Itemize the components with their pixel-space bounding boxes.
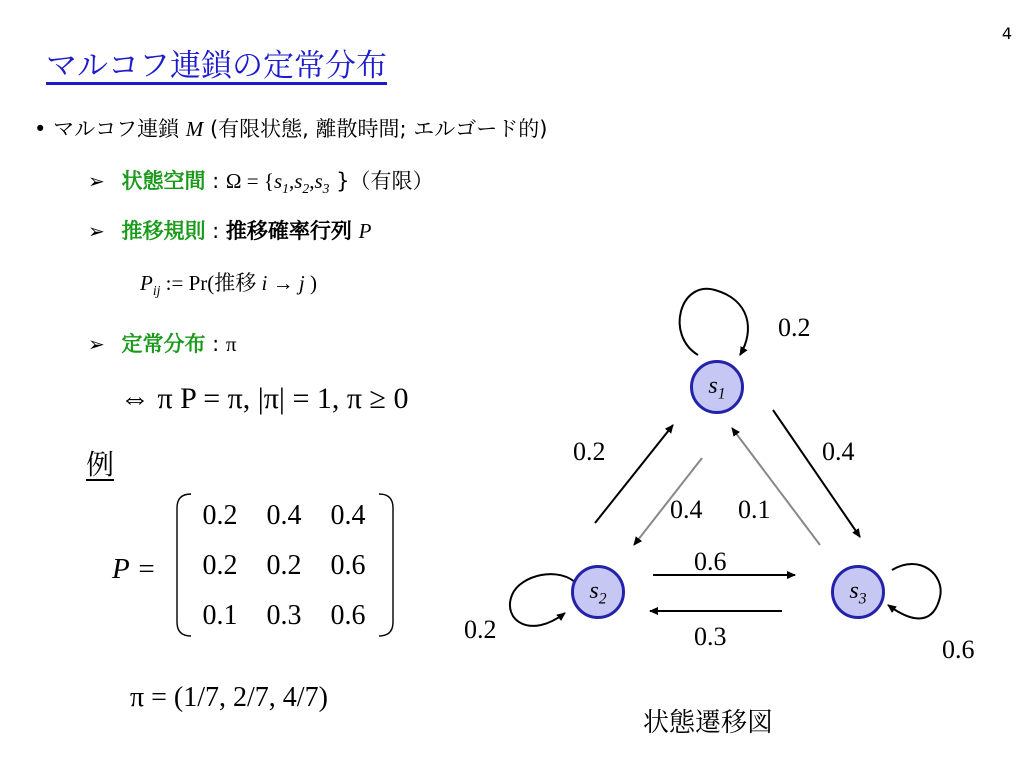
label-s2-to-s1: 0.2 xyxy=(573,437,606,466)
transition-matrix-text: 推移確率行列 xyxy=(225,219,352,243)
bullet-marker: • xyxy=(34,117,47,141)
edge-s2-self xyxy=(510,574,578,626)
label-s1-to-s3: 0.4 xyxy=(822,437,855,466)
sep: : xyxy=(212,219,220,243)
matrix-cell: 0.2 xyxy=(202,500,238,531)
arrowhead-icon: ➢ xyxy=(88,169,105,193)
page-number: 4 xyxy=(1001,24,1012,43)
item-state-space: ➢ 状態空間 : $\Omega = \{s_1,s_2,s_3$ }（有限） xyxy=(88,169,434,196)
transition-rule-label: 推移規則 xyxy=(121,219,206,243)
transition-matrix xyxy=(175,490,395,640)
label-s3-to-s1: 0.1 xyxy=(738,495,771,524)
example-heading: 例 xyxy=(86,448,115,481)
var-M: M xyxy=(185,117,204,141)
bullet-paren: (有限状態, 離散時間; エルゴード的) xyxy=(209,117,548,141)
sep: : xyxy=(212,169,220,193)
state-s3: $s_3$ xyxy=(831,565,885,619)
state-space-label: 状態空間 xyxy=(121,169,206,193)
item-transition-rule xyxy=(88,215,371,245)
state-s2: $s_2$ xyxy=(571,565,625,619)
matrix-cell: 0.6 xyxy=(330,550,366,581)
label-s1-self: 0.2 xyxy=(778,313,811,342)
stationary-condition: ⇔ π P = π, |π| = 1, π ≥ 0 xyxy=(120,382,409,415)
matrix-cell: 0.2 xyxy=(202,550,238,581)
edge-s3-self xyxy=(888,564,941,619)
stationary-result: π = (1/7, 2/7, 4/7) xyxy=(130,682,328,713)
edge-s1-self xyxy=(680,289,748,355)
matrix-cell: 0.1 xyxy=(202,600,238,631)
item-stationary xyxy=(88,328,237,358)
arrowhead-icon: ➢ xyxy=(88,219,105,243)
edge-s3-to-s1 xyxy=(732,428,820,545)
matrix-cell: 0.4 xyxy=(330,500,366,531)
edge-s2-to-s1 xyxy=(595,425,673,523)
label-s3-self: 0.6 xyxy=(942,635,975,664)
label-s2-to-s3: 0.6 xyxy=(694,547,727,576)
matrix-cell: 0.2 xyxy=(266,550,302,581)
diagram-caption: 状態遷移図 xyxy=(643,708,774,738)
matrix-label: P = xyxy=(112,553,157,585)
state-transition-diagram xyxy=(440,275,1000,695)
matrix-cell: 0.6 xyxy=(330,600,366,631)
slide-title: マルコフ連鎖の定常分布 xyxy=(46,48,387,84)
edge-s1-to-s3 xyxy=(773,410,860,537)
label-s3-to-s2: 0.3 xyxy=(694,622,727,651)
bullet-markov-chain xyxy=(34,113,547,143)
sep: : xyxy=(212,332,220,356)
pi-symbol: π xyxy=(225,332,237,356)
arrowhead-icon: ➢ xyxy=(88,332,105,356)
label-s1-to-s2: 0.4 xyxy=(670,495,703,524)
label-s2-self: 0.2 xyxy=(464,615,497,644)
var-P: P xyxy=(358,219,372,243)
state-s1: $s_1$ xyxy=(690,360,744,414)
matrix-cell: 0.4 xyxy=(266,500,302,531)
definition-Pij: $P_{ij}$ := Pr(推移 i → j ) xyxy=(140,271,317,298)
state-space-set-open: Ω = { xyxy=(225,169,274,193)
matrix-cell: 0.3 xyxy=(266,600,302,631)
state-space-set-close: }（有限） xyxy=(336,169,434,193)
stationary-label: 定常分布 xyxy=(121,332,206,356)
bullet-text: マルコフ連鎖 xyxy=(53,117,180,141)
